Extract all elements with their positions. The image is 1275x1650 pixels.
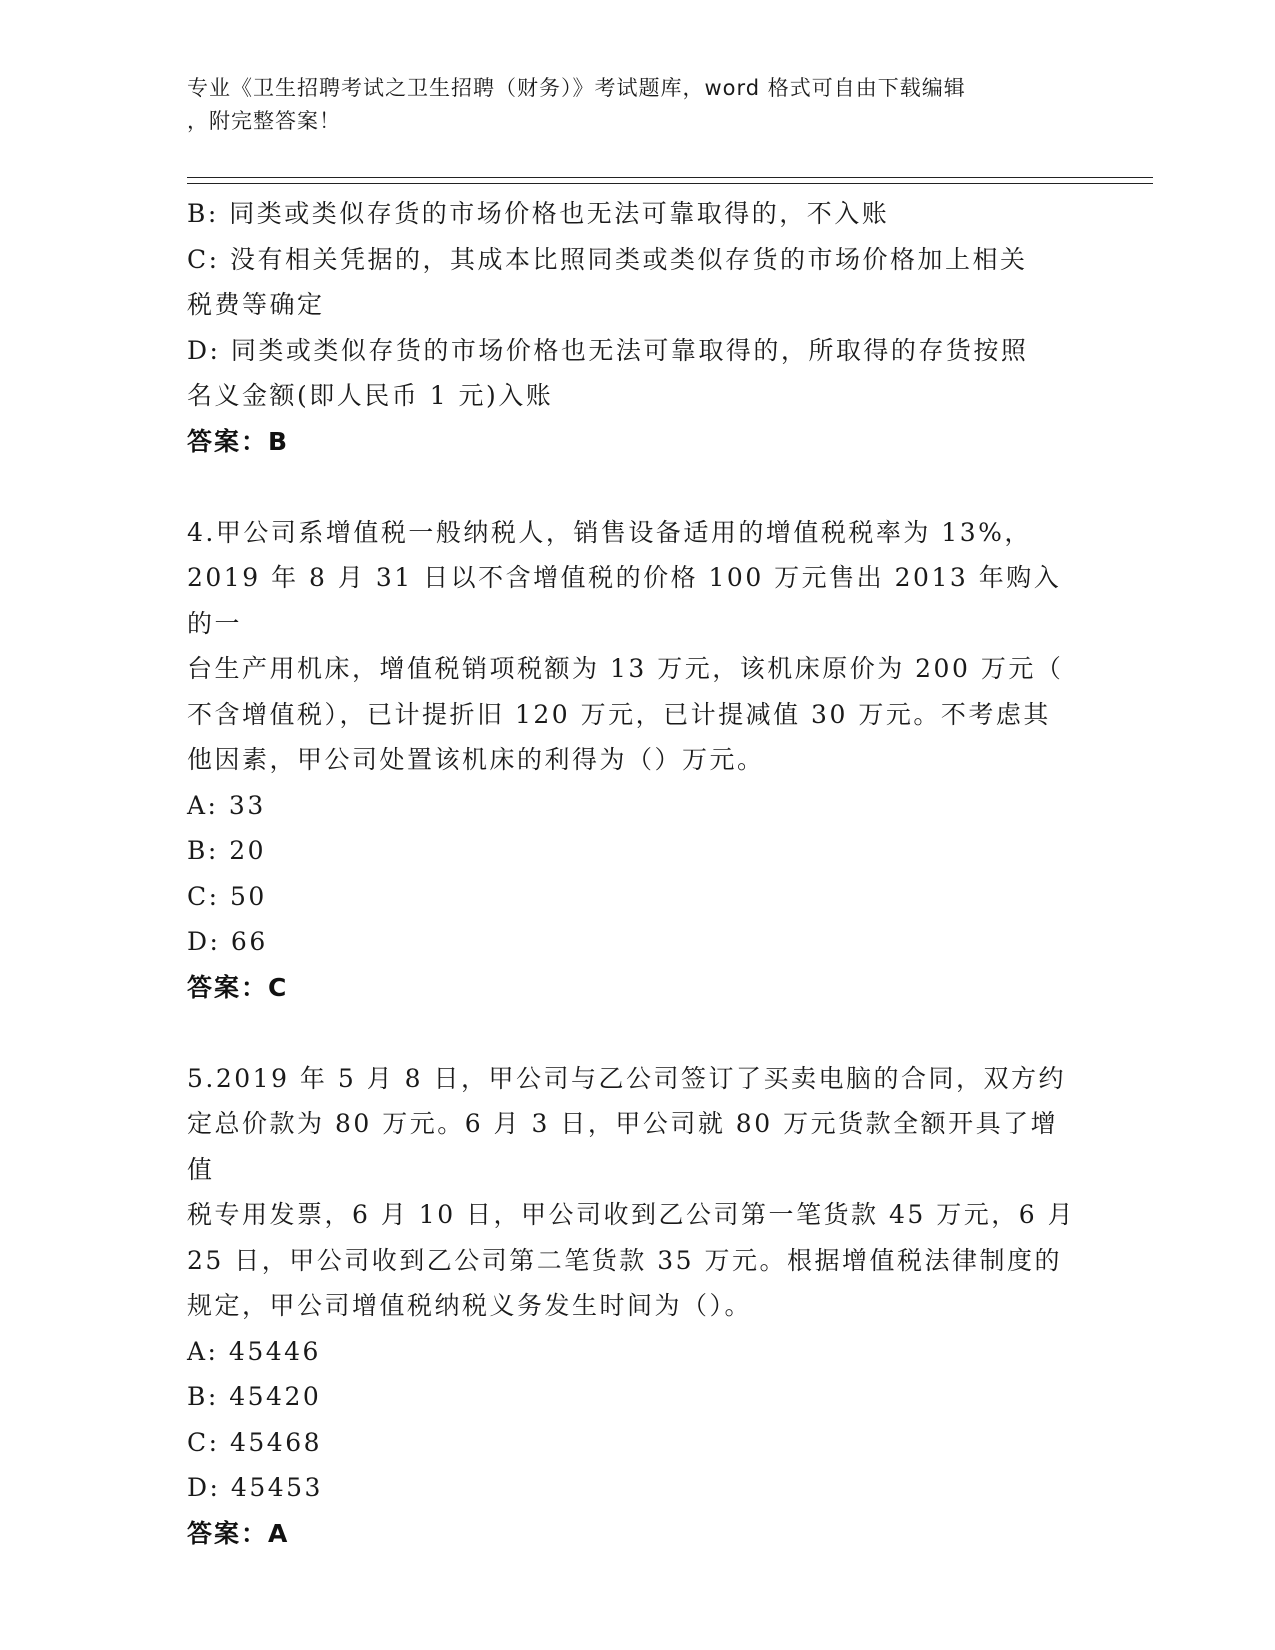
q3-option-b: B: 同类或类似存货的市场价格也无法可靠取得的，不入账 xyxy=(187,199,890,228)
page-header xyxy=(187,72,1067,138)
q3-answer: 答案：B xyxy=(187,426,290,456)
q3-option-d-line-1: D: 同类或类似存货的市场价格也无法可靠取得的，所取得的存货按照 xyxy=(187,335,1029,365)
question-body xyxy=(187,191,1077,1556)
q4-stem-line-2: 2019 年 8 月 31 日以不含增值税的价格 100 万元售出 2013 年购入的一 xyxy=(187,563,1062,638)
q5-stem-line-4: 25 日，甲公司收到乙公司第二笔货款 35 万元。根据增值税法律制度的 xyxy=(187,1245,1062,1275)
q4-option-d: D: 66 xyxy=(187,927,268,956)
q5-stem-line-5: 规定，甲公司增值税纳税义务发生时间为（）。 xyxy=(187,1291,753,1320)
spacer xyxy=(187,1010,1077,1056)
q5-stem-line-1: 5.2019 年 5 月 8 日，甲公司与乙公司签订了买卖电脑的合同，双方约 xyxy=(187,1063,1067,1093)
q4-option-c: C: 50 xyxy=(187,881,267,911)
q4-option-b: B: 20 xyxy=(187,836,267,865)
spacer xyxy=(187,464,1077,510)
header-divider xyxy=(187,177,1153,184)
q4-stem-line-4: 不含增值税），已计提折旧 120 万元，已计提减值 30 万元。不考虑其 xyxy=(187,699,1051,729)
q5-option-a: A: 45446 xyxy=(187,1336,321,1366)
header-line-2: ，附完整答案！ xyxy=(187,109,341,133)
q5-stem-line-3: 税专用发票，6 月 10 日，甲公司收到乙公司第一笔货款 45 万元，6 月 xyxy=(187,1200,1076,1229)
q3-option-c-line-2: 税费等确定 xyxy=(187,290,325,319)
q4-stem-line-3: 台生产用机床，增值税销项税额为 13 万元，该机床原价为 200 万元（ xyxy=(187,654,1064,683)
q5-answer: 答案：A xyxy=(187,1518,290,1548)
header-line-1: 专业《卫生招聘考试之卫生招聘（财务）》考试题库，word 格式可自由下载编辑 xyxy=(187,76,966,100)
q5-stem-line-2: 定总价款为 80 万元。6 月 3 日，甲公司就 80 万元货款全额开具了增值 xyxy=(187,1109,1059,1184)
q4-stem-line-5: 他因素，甲公司处置该机床的利得为（）万元。 xyxy=(187,745,765,774)
q3-option-d-line-2: 名义金额(即人民币 1 元)入账 xyxy=(187,381,554,410)
q4-stem-line-1: 4.甲公司系增值税一般纳税人，销售设备适用的增值税税率为 13%， xyxy=(187,517,1032,547)
q4-answer: 答案：C xyxy=(187,972,289,1002)
q3-option-c-line-1: C: 没有相关凭据的，其成本比照同类或类似存货的市场价格加上相关 xyxy=(187,244,1028,274)
q4-option-a: A: 33 xyxy=(187,790,266,820)
q5-option-c: C: 45468 xyxy=(187,1427,323,1457)
q5-option-d: D: 45453 xyxy=(187,1473,323,1502)
q5-option-b: B: 45420 xyxy=(187,1382,322,1411)
